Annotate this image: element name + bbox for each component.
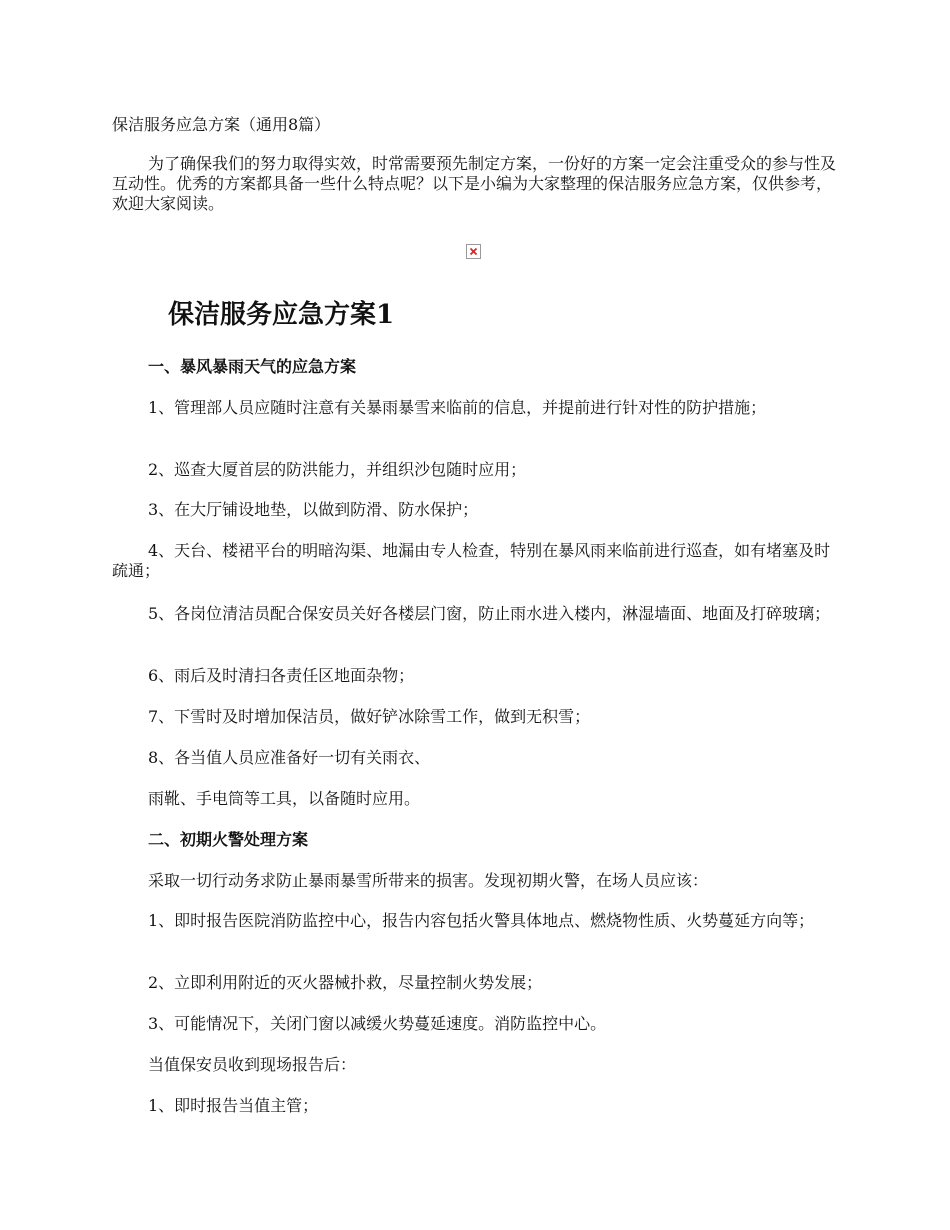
paragraph-storm-2: 2、巡查大厦首层的防洪能力，并组织沙包随时应用； <box>148 460 527 479</box>
paragraph-fire-1: 1、即时报告医院消防监控中心，报告内容包括火警具体地点、燃烧物性质、火势蔓延方向等； <box>148 911 815 930</box>
paragraph-storm-5: 5、各岗位清洁员配合保安员关好各楼层门窗，防止雨水进入楼内，淋湿墙面、地面及打碎玻璃； <box>148 604 831 623</box>
paragraph-fire-intro: 采取一切行动务求防止暴雨暴雪所带来的损害。发现初期火警，在场人员应该： <box>148 871 709 890</box>
paragraph-guard-report: 当值保安员收到现场报告后： <box>148 1055 357 1074</box>
paragraph-storm-8: 8、各当值人员应准备好一切有关雨衣、 <box>148 748 431 767</box>
paragraph-storm-4: 4、天台、楼裙平台的明暗沟渠、地漏由专人检查，特别在暴风雨来临前进行巡查，如有堵塞及时疏通； <box>112 541 831 580</box>
paragraph-storm-8-cont: 雨靴、手电筒等工具，以备随时应用。 <box>148 789 421 808</box>
paragraph-storm-7: 7、下雪时及时增加保洁员，做好铲冰除雪工作，做到无积雪； <box>148 707 591 726</box>
paragraph-storm-6: 6、雨后及时清扫各责任区地面杂物； <box>148 666 415 685</box>
intro-paragraph: 为了确保我们的努力取得实效，时常需要预先制定方案，一份好的方案一定会注重受众的参与性及互动性。优秀的方案都具备一些什么特点呢？以下是小编为大家整理的保洁服务应急方案，仅供参考，欢迎大家阅读。 <box>112 154 837 213</box>
broken-image-icon <box>466 244 481 259</box>
subheading-fire: 二、初期火警处理方案 <box>148 830 309 849</box>
paragraph-storm-1: 1、管理部人员应随时注意有关暴雨暴雪来临前的信息，并提前进行针对性的防护措施； <box>148 398 767 417</box>
document-title: 保洁服务应急方案（通用8篇） <box>112 115 331 134</box>
paragraph-storm-3: 3、在大厅铺设地垫，以做到防滑、防水保护； <box>148 500 479 519</box>
paragraph-guard-1: 1、即时报告当值主管； <box>148 1096 319 1115</box>
section-heading: 保洁服务应急方案1 <box>168 300 395 330</box>
paragraph-fire-3: 3、可能情况下，关闭门窗以减缓火势蔓延速度。消防监控中心。 <box>148 1014 607 1033</box>
subheading-storm: 一、暴风暴雨天气的应急方案 <box>148 357 357 376</box>
close-x-icon <box>469 247 478 256</box>
paragraph-fire-2: 2、立即利用附近的灭火器械扑救，尽量控制火势发展； <box>148 973 543 992</box>
